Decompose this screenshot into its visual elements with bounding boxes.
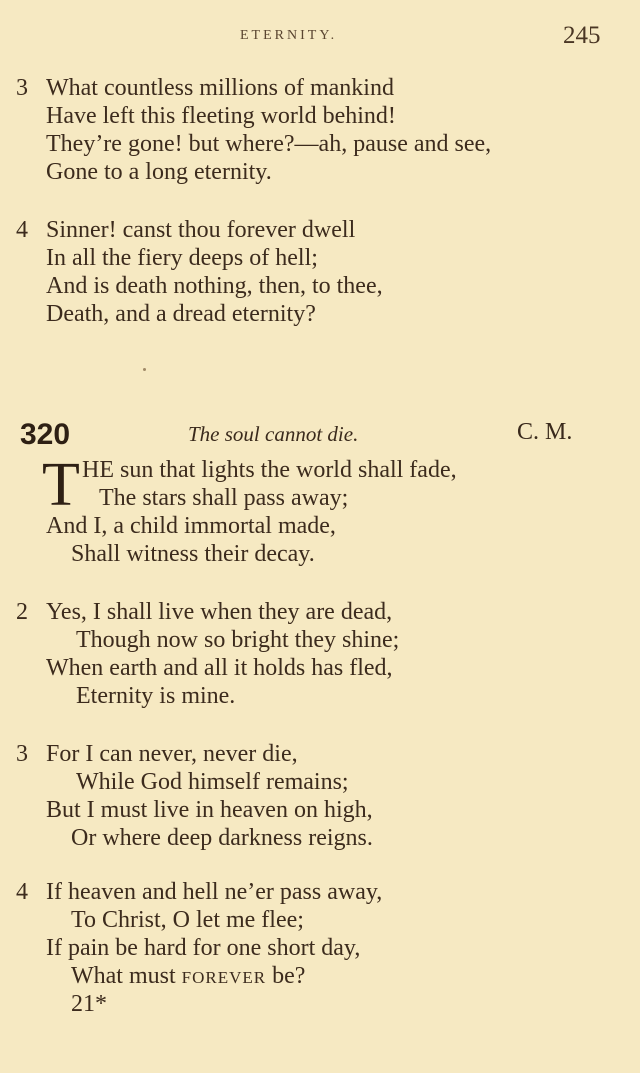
verse-line: Have left this fleeting world behind!	[46, 103, 396, 129]
stanza-number: 4	[16, 879, 28, 905]
verse-line: And I, a child immortal made,	[46, 513, 336, 539]
verse-line: Shall witness their decay.	[71, 541, 315, 567]
emphasized-word: forever	[181, 963, 267, 989]
hymn-number: 320	[20, 418, 71, 451]
verse-line: HE sun that lights the world shall fade,	[82, 457, 457, 483]
verse-line: Gone to a long eternity.	[46, 159, 272, 185]
verse-line: If pain be hard for one short day,	[46, 935, 361, 961]
verse-line: Or where deep darkness reigns.	[71, 825, 373, 851]
verse-line: For I can never, never die,	[46, 741, 298, 767]
verse-line: If heaven and hell ne’er pass away,	[46, 879, 383, 905]
drop-cap: T	[42, 451, 80, 519]
verse-line-last	[71, 962, 305, 990]
hymn-title: The soul cannot die.	[188, 422, 359, 446]
verse-line: While God himself remains;	[76, 769, 349, 795]
verse-line: And is death nothing, then, to thee,	[46, 273, 383, 299]
verse-line: Sinner! canst thou forever dwell	[46, 217, 356, 243]
verse-line: In all the fiery deeps of hell;	[46, 245, 318, 271]
verse-line: They’re gone! but where?—ah, pause and see,	[46, 131, 492, 157]
verse-text: What must	[71, 963, 176, 989]
verse-line: To Christ, O let me flee;	[71, 907, 304, 933]
stanza-number: 4	[16, 217, 28, 243]
verse-line: The stars shall pass away;	[99, 485, 349, 511]
verse-line: What countless millions of mankind	[46, 75, 394, 101]
stanza-number: 3	[16, 75, 28, 101]
verse-line: But I must live in heaven on high,	[46, 797, 373, 823]
signature-mark: 21*	[71, 991, 107, 1017]
verse-line: Eternity is mine.	[76, 683, 236, 709]
hymn-meter: C. M.	[517, 419, 573, 445]
stanza-number: 2	[16, 599, 28, 625]
verse-line: Though now so bright they shine;	[76, 627, 400, 653]
running-head	[0, 22, 640, 52]
page-number: 245	[563, 22, 601, 49]
print-speck	[143, 368, 146, 371]
verse-text: be?	[272, 963, 306, 989]
stanza-number: 3	[16, 741, 28, 767]
verse-line: Yes, I shall live when they are dead,	[46, 599, 393, 625]
verse-line: When earth and all it holds has fled,	[46, 655, 393, 681]
running-title: ETERNITY.	[240, 28, 338, 43]
verse-line: Death, and a dread eternity?	[46, 301, 316, 327]
hymn-heading	[0, 418, 640, 454]
